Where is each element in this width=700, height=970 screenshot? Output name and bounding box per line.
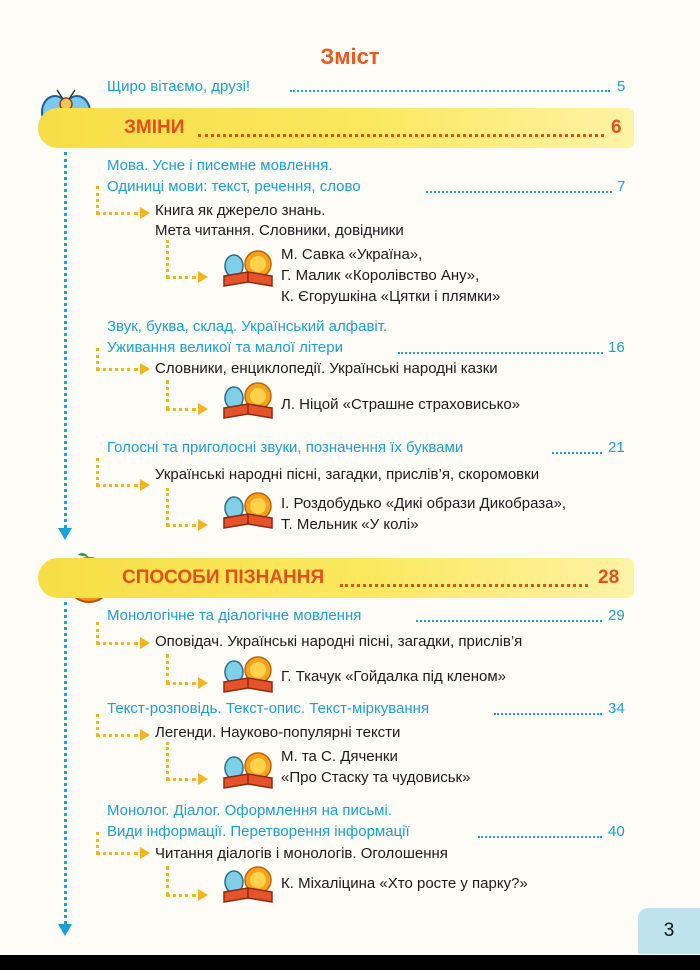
reading-line: Мета читання. Словники, довідники xyxy=(155,222,404,239)
leader-dots xyxy=(494,713,602,715)
page-title: Зміст xyxy=(320,44,380,69)
leader-dots xyxy=(198,134,604,137)
timeline-line xyxy=(64,602,67,924)
section-title[interactable]: ЗМІНИ xyxy=(124,117,185,138)
author-line: К. Міхаліцина «Хто росте у парку?» xyxy=(281,875,528,892)
topic-line[interactable]: Звук, буква, склад. Український алфавіт. xyxy=(107,318,388,335)
leader-dots xyxy=(416,620,602,622)
connector-arrow xyxy=(166,380,222,416)
timeline-line xyxy=(64,152,67,528)
connector-arrow xyxy=(166,488,222,532)
reading-line: Оповідач. Українські народні пісні, загадки, прислів’я xyxy=(155,633,523,650)
topic-line[interactable]: Монологічне та діалогічне мовлення xyxy=(107,607,362,624)
connector-arrow xyxy=(166,654,222,690)
book-character-icon xyxy=(218,866,276,904)
topic-page: 16 xyxy=(608,339,625,356)
section-page: 6 xyxy=(611,117,622,138)
topic-line[interactable]: Одиниці мови: текст, речення, слово xyxy=(107,178,361,195)
topic-line[interactable]: Текст-розповідь. Текст-опис. Текст-міркування xyxy=(107,700,430,717)
section-page: 28 xyxy=(598,567,620,588)
topic-line[interactable]: Мова. Усне і писемне мовлення. xyxy=(107,157,333,174)
section-title[interactable]: СПОСОБИ ПІЗНАННЯ xyxy=(122,567,325,588)
topic-page: 21 xyxy=(608,439,625,456)
author-line: І. Роздобудько «Дикі образи Дикобраза», xyxy=(281,495,566,512)
author-line: К. Єгорушкіна «Цятки і плямки» xyxy=(281,288,501,305)
leader-dots xyxy=(340,584,588,587)
connector-arrow xyxy=(166,866,222,902)
author-line: М. Савка «Україна», xyxy=(281,246,423,263)
connector-arrow xyxy=(96,622,156,652)
arrow-down-icon xyxy=(58,924,72,936)
author-line: Г. Малик «Королівство Ану», xyxy=(281,267,480,284)
author-line: Л. Ніцой «Страшне страховисько» xyxy=(281,396,521,413)
topic-page: 34 xyxy=(608,700,625,717)
arrow-down-icon xyxy=(58,528,72,540)
author-line: «Про Стаску та чудовиськ» xyxy=(281,769,471,786)
connector-arrow xyxy=(96,348,156,378)
leader-dots xyxy=(398,352,603,354)
topic-page: 29 xyxy=(608,607,625,624)
author-line: Г. Ткачук «Гойдалка під кленом» xyxy=(281,668,506,685)
topic-line[interactable]: Голосні та приголосні звуки, позначення їх буквами xyxy=(107,439,464,456)
book-character-icon xyxy=(218,752,276,790)
page-number-badge xyxy=(638,908,700,954)
connector-arrow xyxy=(96,714,156,744)
book-character-icon xyxy=(218,250,276,288)
page-number: 3 xyxy=(663,920,675,941)
book-character-icon xyxy=(218,382,276,420)
author-line: М. та С. Дяченки xyxy=(281,748,398,765)
bottom-edge xyxy=(0,955,700,970)
topic-page: 40 xyxy=(608,823,625,840)
topic-line[interactable]: Види інформації. Перетворення інформації xyxy=(107,823,410,840)
leader-dots xyxy=(290,90,610,92)
reading-line: Словники, енциклопедії. Українські народні казки xyxy=(155,360,498,377)
topic-line[interactable]: Уживання великої та малої літери xyxy=(107,339,343,356)
topic-page: 7 xyxy=(617,178,626,195)
connector-arrow xyxy=(96,832,156,862)
intro-page: 5 xyxy=(617,78,626,95)
reading-line: Книга як джерело знань. xyxy=(155,202,326,219)
leader-dots xyxy=(426,191,612,193)
intro-entry[interactable]: Щиро вітаємо, друзі! xyxy=(107,78,251,95)
reading-line: Читання діалогів і монологів. Оголошення xyxy=(155,845,448,862)
connector-arrow xyxy=(96,458,156,492)
leader-dots xyxy=(552,452,602,454)
reading-line: Легенди. Науково-популярні тексти xyxy=(155,724,401,741)
connector-arrow xyxy=(166,742,222,786)
connector-arrow xyxy=(166,240,222,284)
book-character-icon xyxy=(218,656,276,694)
author-line: Т. Мельник «У колі» xyxy=(281,516,419,533)
leader-dots xyxy=(478,836,602,838)
book-character-icon xyxy=(218,492,276,530)
reading-line: Українські народні пісні, загадки, прислів’я, скоромовки xyxy=(155,466,540,483)
topic-line[interactable]: Монолог. Діалог. Оформлення на письмі. xyxy=(107,802,392,819)
connector-arrow xyxy=(96,186,156,216)
